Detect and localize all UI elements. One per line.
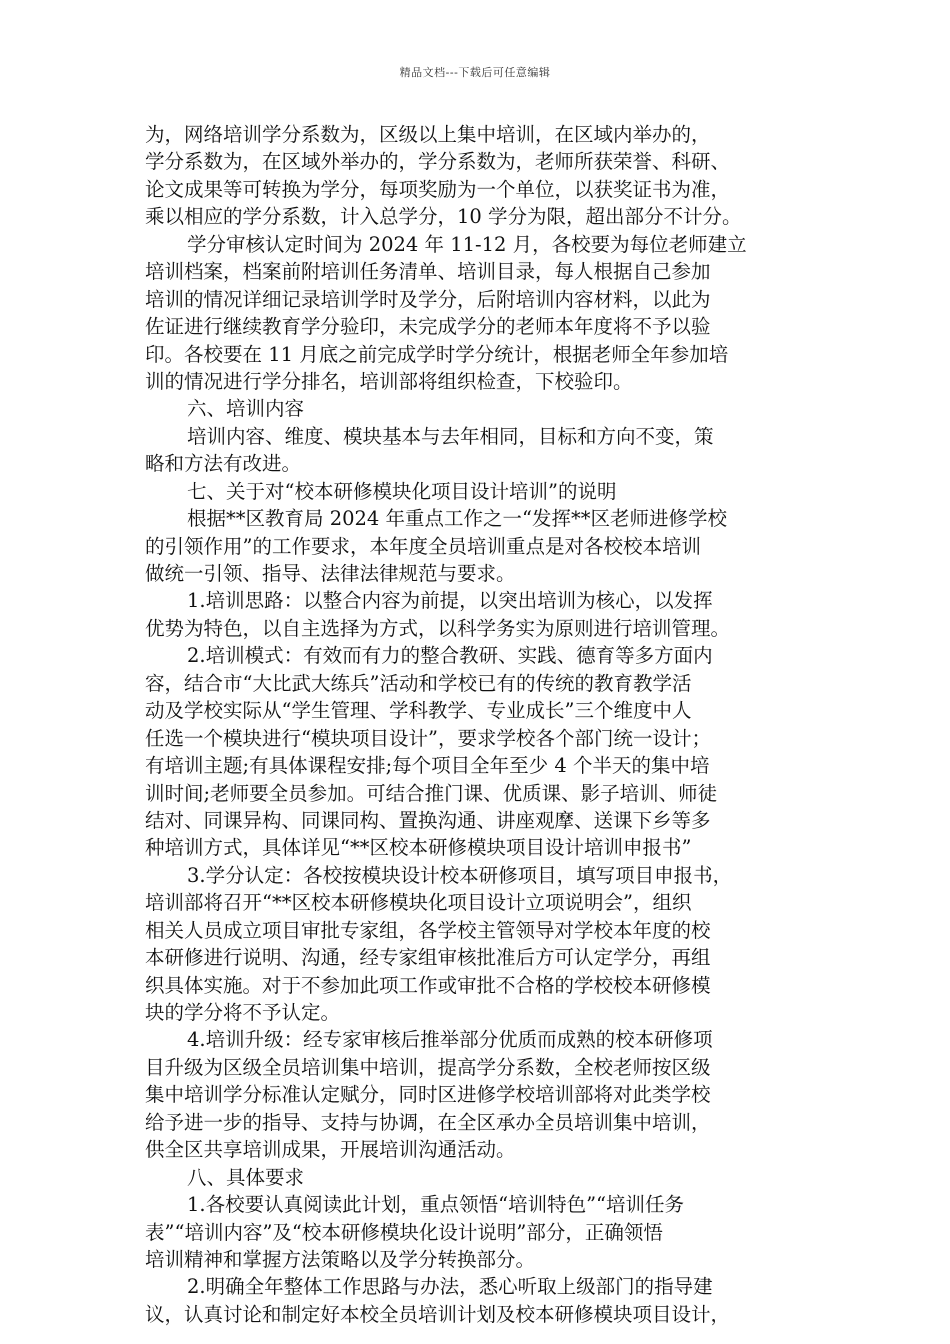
text-line: 八、具体要求 <box>187 1165 305 1189</box>
text-line: 学分系数为，在区域外举办的，学分系数为，老师所获荣誉、科研、 <box>145 150 731 174</box>
text-line: 结对、同课异构、同课同构、置换沟通、讲座观摩、送课下乡等多 <box>145 808 711 832</box>
text-line: 1.各校要认真阅读此计划，重点领悟“培训特色”“培训任务 <box>187 1193 685 1217</box>
text-line: 2.培训模式：有效而有力的整合教研、实践、德育等多方面内 <box>187 644 713 668</box>
text-line: 培训的情况详细记录培训学时及学分，后附培训内容材料，以此为 <box>145 287 711 311</box>
text-line: 目升级为区级全员培训集中培训，提高学分系数，全校老师按区级 <box>145 1055 711 1079</box>
text-line: 给予进一步的指导、支持与协调，在全区承办全员培训集中培训， <box>145 1110 711 1134</box>
text-line: 任选一个模块进行“模块项目设计”，要求学校各个部门统一设计； <box>145 726 711 750</box>
text-line: 六、培训内容 <box>187 397 305 421</box>
text-line: 训时间;老师要全员参加。可结合推门课、优质课、影子培训、师徒 <box>145 781 718 805</box>
text-line: 七、关于对“校本研修模块化项目设计培训”的说明 <box>187 479 617 503</box>
text-line: 织具体实施。对于不参加此项工作或审批不合格的学校校本研修模 <box>145 973 711 997</box>
text-line: 的引领作用”的工作要求，本年度全员培训重点是对各校校本培训 <box>145 534 701 558</box>
text-line: 议，认真讨论和制定好本校全员培训计划及校本研修模块项目设计， <box>145 1302 731 1326</box>
text-line: 佐证进行继续教育学分验印，未完成学分的老师本年度将不予以验 <box>145 315 711 339</box>
text-line: 为，网络培训学分系数为，区级以上集中培训，在区域内举办的， <box>145 123 711 146</box>
text-line: 略和方法有改进。 <box>145 452 302 476</box>
page-header: 精品文档---下载后可任意编辑 <box>399 66 551 79</box>
text-line: 供全区共享培训成果，开展培训沟通活动。 <box>145 1138 516 1162</box>
text-line: 本研修进行说明、沟通，经专家组审核批准后方可认定学分，再组 <box>145 946 711 970</box>
text-line: 根据**区教育局 2024 年重点工作之一“发挥**区老师进修学校 <box>187 507 727 531</box>
text-line: 优势为特色，以自主选择为方式，以科学务实为原则进行培训管理。 <box>145 616 731 640</box>
text-line: 培训部将召开“**区校本研修模块化项目设计立项说明会”，组织 <box>145 891 692 915</box>
text-line: 相关人员成立项目审批专家组，各学校主管领导对学校本年度的校 <box>145 918 711 942</box>
text-line: 印。各校要在 11 月底之前完成学时学分统计，根据老师全年参加培 <box>145 342 729 366</box>
text-line: 乘以相应的学分系数，计入总学分，10 学分为限，超出部分不计分。 <box>145 205 742 229</box>
text-line: 学分审核认定时间为 2024 年 11-12 月，各校要为每位老师建立 <box>187 232 747 256</box>
text-line: 种培训方式，具体详见“**区校本研修模块项目设计培训申报书” <box>145 836 692 860</box>
text-line: 4.培训升级：经专家审核后推举部分优质而成熟的校本研修项 <box>187 1028 713 1052</box>
text-line: 做统一引领、指导、法律法律规范与要求。 <box>145 562 516 585</box>
text-line: 1.培训思路：以整合内容为前提，以突出培训为核心，以发挥 <box>187 589 713 613</box>
text-line: 表”“培训内容”及“校本研修模块化设计说明”部分，正确领悟 <box>145 1220 663 1244</box>
text-line: 容，结合市“大比武大练兵”活动和学校已有的传统的教育教学活 <box>145 671 692 695</box>
text-line: 动及学校实际从“学生管理、学科教学、专业成长”三个维度中人 <box>145 699 692 723</box>
text-line: 块的学分将不予认定。 <box>145 1001 341 1024</box>
text-line: 有培训主题;有具体课程安排;每个项目全年至少 4 个半天的集中培 <box>145 754 710 778</box>
text-line: 集中培训学分标准认定赋分，同时区进修学校培训部将对此类学校 <box>145 1083 711 1107</box>
text-line: 培训档案，档案前附培训任务清单、培训目录，每人根据自己参加 <box>145 260 711 284</box>
text-line: 论文成果等可转换为学分，每项奖励为一个单位，以获奖证书为准， <box>145 177 731 201</box>
text-line: 3.学分认定：各校按模块设计校本研修项目，填写项目申报书， <box>187 863 733 887</box>
text-line: 培训精神和掌握方法策略以及学分转换部分。 <box>145 1247 536 1271</box>
text-line: 训的情况进行学分排名，培训部将组织检查，下校验印。 <box>145 369 633 393</box>
document-body <box>145 121 825 1328</box>
text-line: 培训内容、维度、模块基本与去年相同，目标和方向不变，策 <box>187 424 714 448</box>
text-line: 2.明确全年整体工作思路与办法，悉心听取上级部门的指导建 <box>187 1275 713 1299</box>
